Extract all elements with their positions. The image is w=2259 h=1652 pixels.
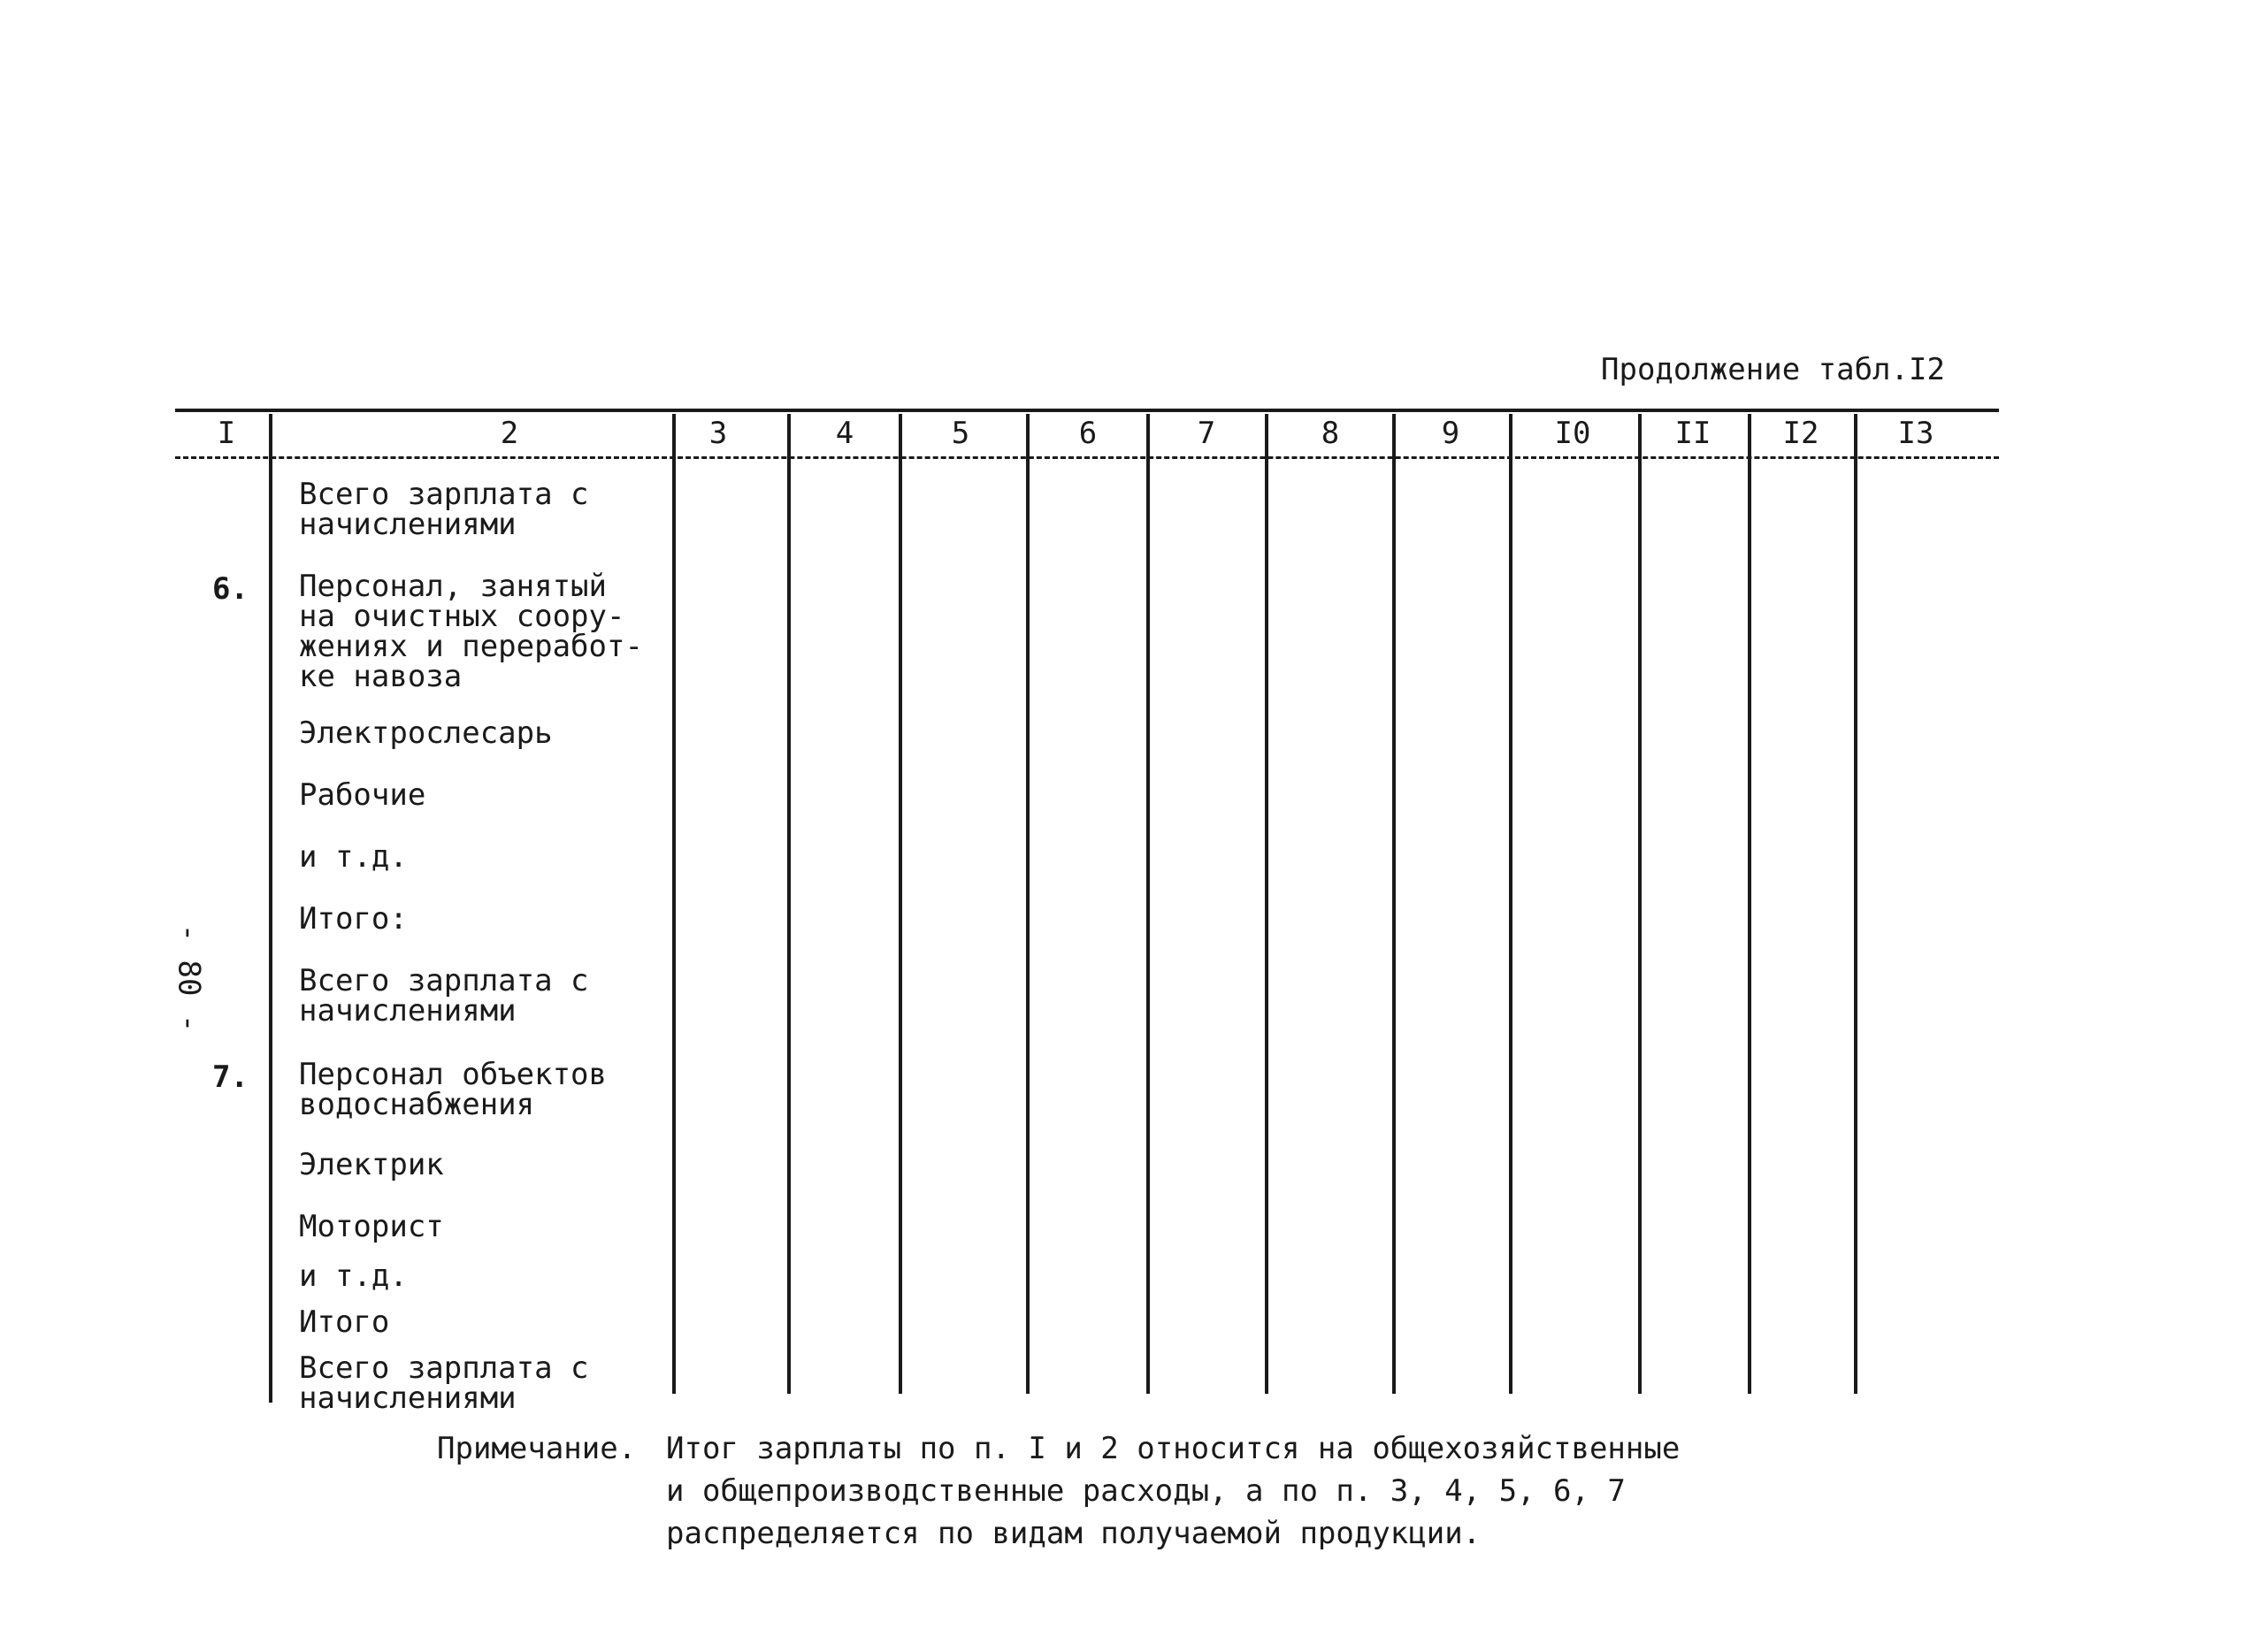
table-row: Моторист <box>299 1209 444 1244</box>
column-number: 8 <box>1321 416 1340 451</box>
column-divider <box>1146 414 1150 1394</box>
page-number: - 80 - <box>171 923 207 1033</box>
table-row: Итого: <box>299 901 408 937</box>
column-number: 4 <box>835 416 854 451</box>
column-divider <box>1509 414 1512 1394</box>
table-row: Электрослесарь <box>299 715 553 751</box>
table-row: Всего зарплата с начислениями <box>299 963 589 1029</box>
table-row: Персонал объектов водоснабжения <box>299 1057 607 1122</box>
column-number: 2 <box>500 416 519 451</box>
column-divider <box>1638 414 1642 1394</box>
column-divider <box>1854 414 1857 1394</box>
column-number: 9 <box>1441 416 1460 451</box>
column-divider <box>672 414 676 1394</box>
column-number: II <box>1674 416 1711 451</box>
column-divider <box>1265 414 1268 1394</box>
column-number: I3 <box>1897 416 1934 451</box>
table-row: Персонал, занятый на очистных соору- жениях и переработ- ке навоза <box>299 569 643 694</box>
column-number: 5 <box>951 416 970 451</box>
table-row: Всего зарплата с начислениями <box>299 477 589 542</box>
table-row: Всего зарплата с начислениями <box>299 1350 589 1416</box>
column-number: 3 <box>708 416 728 451</box>
column-divider <box>1026 414 1030 1394</box>
column-number: 7 <box>1197 416 1216 451</box>
table-continuation-label: Продолжение табл.I2 <box>1601 352 1945 387</box>
note-line: Итог зарплаты по п. I и 2 относится на общехозяйственные <box>666 1431 1681 1466</box>
column-divider <box>787 414 791 1394</box>
table-row: Итого <box>299 1304 390 1340</box>
row-number: 6. <box>212 571 249 607</box>
table-row: Электрик <box>299 1147 444 1182</box>
note-label: Примечание. <box>437 1431 637 1466</box>
table-row: и т.д. <box>299 839 408 875</box>
note-line: и общепроизводственные расходы, а по п. 3, 4, 5, 6, 7 <box>666 1473 1626 1509</box>
column-number: I <box>217 416 236 451</box>
column-divider <box>269 414 272 1403</box>
header-bottom-rule <box>175 456 1999 459</box>
column-divider <box>899 414 902 1394</box>
column-number: I0 <box>1554 416 1591 451</box>
row-number: 7. <box>212 1059 249 1095</box>
note-line: распределяется по видам получаемой продукции. <box>666 1516 1482 1551</box>
column-number: I2 <box>1782 416 1819 451</box>
table-top-rule <box>175 409 1999 412</box>
column-divider <box>1392 414 1396 1394</box>
column-divider <box>1748 414 1751 1394</box>
column-number: 6 <box>1078 416 1098 451</box>
table-row: и т.д. <box>299 1258 408 1294</box>
table-row: Рабочие <box>299 777 426 813</box>
